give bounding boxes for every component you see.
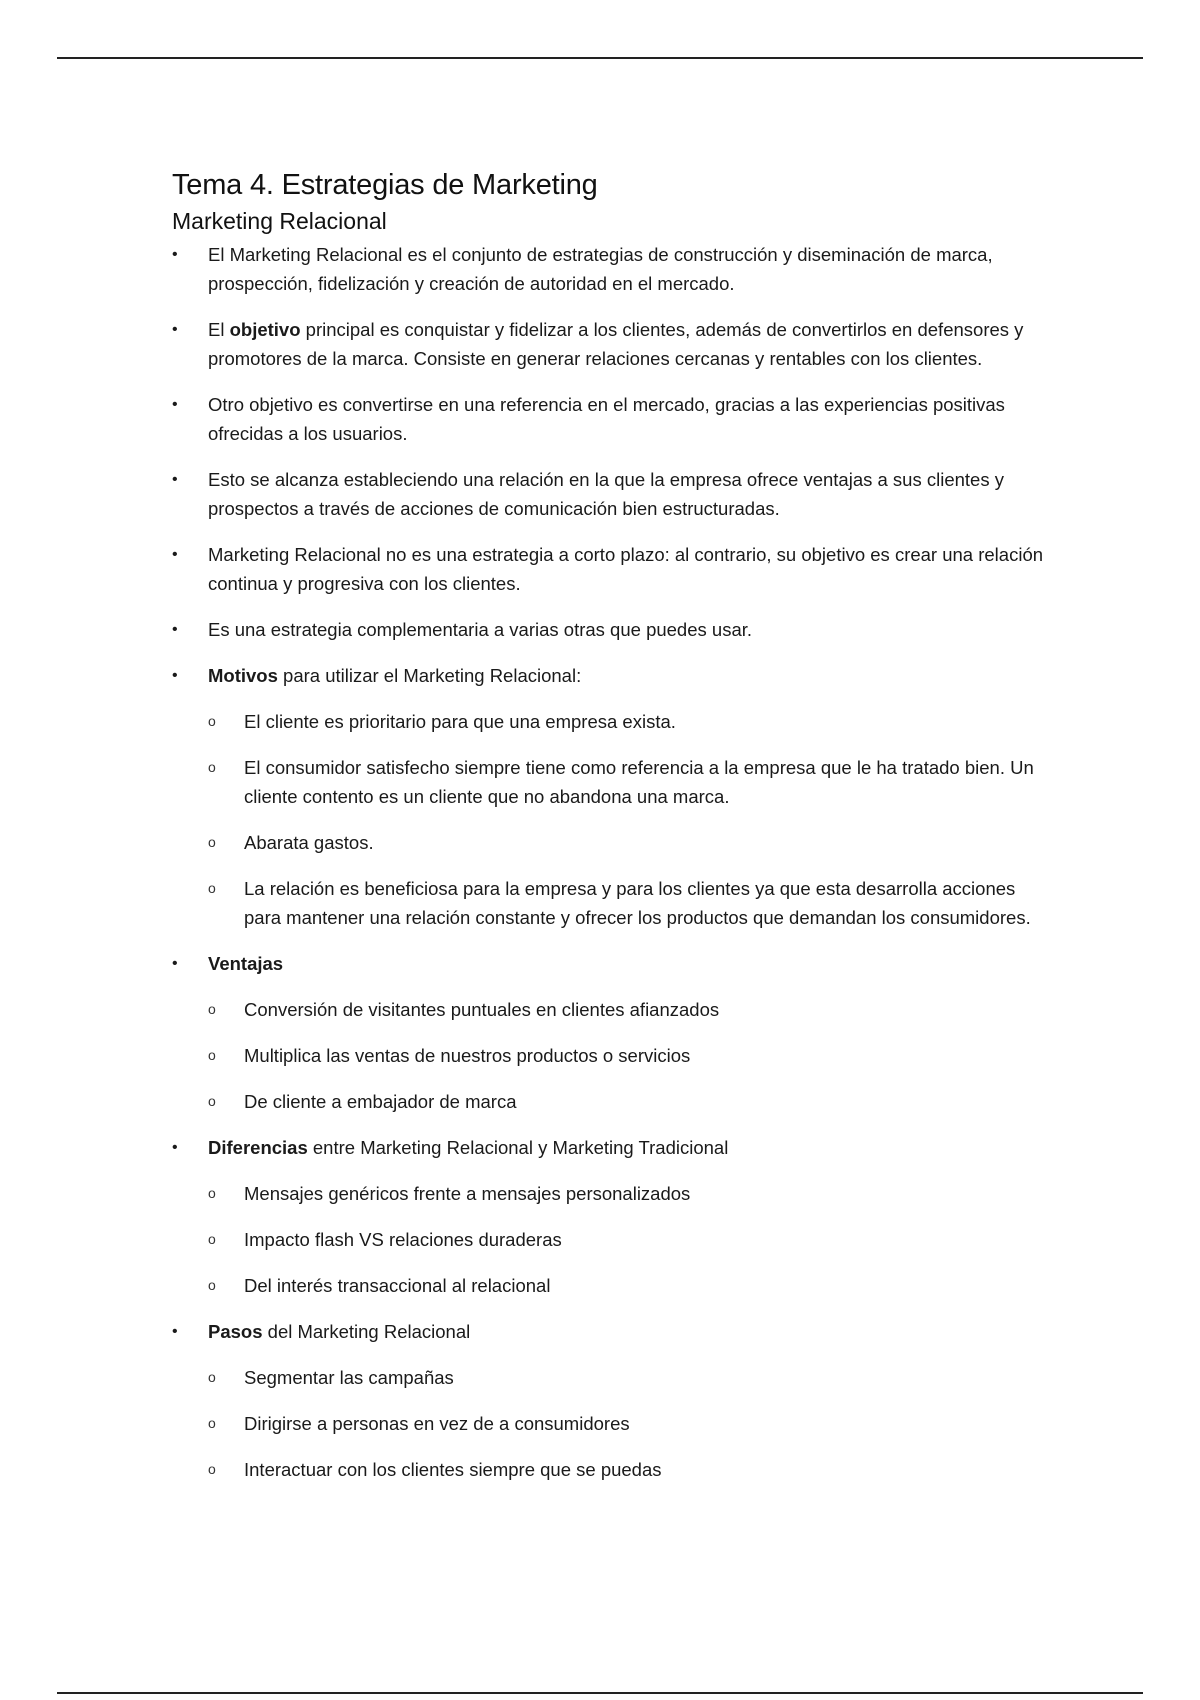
list-item xyxy=(172,615,1052,644)
bold-keyword: Motivos xyxy=(208,665,278,686)
sub-list xyxy=(208,1363,1052,1484)
bullet-icon: • xyxy=(172,1139,178,1156)
bold-keyword: objetivo xyxy=(229,319,301,340)
list-item-text xyxy=(208,244,993,294)
sub-list-item xyxy=(208,707,1052,736)
circle-bullet-icon: o xyxy=(208,1369,216,1385)
list-item-text xyxy=(208,544,1043,594)
list-item xyxy=(172,390,1052,448)
list-item xyxy=(172,949,1052,1116)
circle-bullet-icon: o xyxy=(208,1231,216,1247)
bullet-icon: • xyxy=(172,471,178,488)
circle-bullet-icon: o xyxy=(208,1277,216,1293)
list-item-segment: El Marketing Relacional es el conjunto de estrategias de construcción y diseminación de marca, prospección, fidelización y creación de autoridad en el mercado. xyxy=(208,244,993,294)
circle-bullet-icon: o xyxy=(208,880,216,896)
sub-list-item xyxy=(208,995,1052,1024)
list-item xyxy=(172,465,1052,523)
list-item xyxy=(172,240,1052,298)
list-item-segment: El xyxy=(208,319,230,340)
sub-list-item xyxy=(208,828,1052,857)
sub-list-item xyxy=(208,874,1052,932)
list-item-text xyxy=(208,1137,728,1158)
list-item-segment: Esto se alcanza estableciendo una relación en la que la empresa ofrece ventajas a sus clientes y prospectos a través de acciones de comunicación bien estructuradas. xyxy=(208,469,1004,519)
sub-list-item xyxy=(208,753,1052,811)
sub-list-item-text: Impacto flash VS relaciones duraderas xyxy=(244,1229,562,1250)
bullet-icon: • xyxy=(172,1323,178,1340)
list-item-text xyxy=(208,319,1023,369)
sub-list-item xyxy=(208,1225,1052,1254)
sub-list-item-text: De cliente a embajador de marca xyxy=(244,1091,517,1112)
list-item-text xyxy=(208,469,1004,519)
list-item xyxy=(172,1317,1052,1484)
list-item xyxy=(172,315,1052,373)
list-item-segment: Es una estrategia complementaria a varias otras que puedes usar. xyxy=(208,619,753,640)
bullet-icon: • xyxy=(172,621,178,638)
list-item-segment: Otro objetivo es convertirse en una referencia en el mercado, gracias a las experiencias positivas ofrecidas a los usuarios. xyxy=(208,394,1005,444)
sub-list-item-text: Mensajes genéricos frente a mensajes personalizados xyxy=(244,1183,691,1204)
bullet-icon: • xyxy=(172,246,178,263)
sub-list-item-text: Interactuar con los clientes siempre que se puedas xyxy=(244,1459,662,1480)
page-title: Tema 4. Estrategias de Marketing xyxy=(172,169,598,201)
list-item-text xyxy=(208,619,752,640)
bold-keyword: Pasos xyxy=(208,1321,263,1342)
circle-bullet-icon: o xyxy=(208,1461,216,1477)
list-item-text xyxy=(208,665,581,686)
bullet-icon: • xyxy=(172,546,178,563)
list-item xyxy=(172,540,1052,598)
circle-bullet-icon: o xyxy=(208,1185,216,1201)
sub-list-item-text: La relación es beneficiosa para la empresa y para los clientes ya que esta desarrolla acciones para mantener una relación constante y ofrecer los productos que demandan los consumidores. xyxy=(244,878,1031,928)
circle-bullet-icon: o xyxy=(208,1047,216,1063)
circle-bullet-icon: o xyxy=(208,1415,216,1431)
bold-keyword: Diferencias xyxy=(208,1137,308,1158)
sub-list-item xyxy=(208,1179,1052,1208)
list-item-text xyxy=(208,394,1005,444)
sub-list-item xyxy=(208,1363,1052,1392)
list-item-text xyxy=(208,1321,470,1342)
sub-list-item-text: Abarata gastos. xyxy=(244,832,374,853)
list-item-segment: Marketing Relacional no es una estrategia a corto plazo: al contrario, su objetivo es crear una relación continua y progresiva con los clientes. xyxy=(208,544,1044,594)
document-body xyxy=(172,166,1052,1501)
bold-keyword: Ventajas xyxy=(208,953,284,974)
circle-bullet-icon: o xyxy=(208,1001,216,1017)
sub-list-item xyxy=(208,1087,1052,1116)
sub-list-item-text: Conversión de visitantes puntuales en clientes afianzados xyxy=(244,999,720,1020)
sub-list-item-text: El cliente es prioritario para que una empresa exista. xyxy=(244,711,676,732)
bullet-list xyxy=(172,240,1052,1484)
list-item-text xyxy=(208,953,283,974)
sub-list-item xyxy=(208,1271,1052,1300)
sub-list-item xyxy=(208,1041,1052,1070)
bullet-icon: • xyxy=(172,667,178,684)
sub-list-item xyxy=(208,1455,1052,1484)
sub-list-item-text: Multiplica las ventas de nuestros productos o servicios xyxy=(244,1045,691,1066)
sub-list xyxy=(208,707,1052,932)
circle-bullet-icon: o xyxy=(208,834,216,850)
sub-list xyxy=(208,995,1052,1116)
sub-list-item-text: El consumidor satisfecho siempre tiene como referencia a la empresa que le ha tratado bien. Un cliente contento es un cliente que no abandona una marca. xyxy=(244,757,1034,807)
header-rule xyxy=(57,57,1143,59)
list-item xyxy=(172,1133,1052,1300)
sub-list-item-text: Dirigirse a personas en vez de a consumidores xyxy=(244,1413,630,1434)
list-item-segment: del Marketing Relacional xyxy=(262,1321,471,1342)
sub-list-item-text: Segmentar las campañas xyxy=(244,1367,454,1388)
circle-bullet-icon: o xyxy=(208,1093,216,1109)
circle-bullet-icon: o xyxy=(208,713,216,729)
circle-bullet-icon: o xyxy=(208,759,216,775)
sub-list xyxy=(208,1179,1052,1300)
section-heading: Marketing Relacional xyxy=(172,208,387,234)
footer-rule xyxy=(57,1692,1143,1694)
bullet-icon: • xyxy=(172,321,178,338)
list-item-segment: entre Marketing Relacional y Marketing Tradicional xyxy=(307,1137,729,1158)
bullet-icon: • xyxy=(172,955,178,972)
sub-list-item-text: Del interés transaccional al relacional xyxy=(244,1275,551,1296)
sub-list-item xyxy=(208,1409,1052,1438)
list-item-segment: principal es conquistar y fidelizar a los clientes, además de convertirlos en defensores y promotores de la marca. Consiste en generar relaciones cercanas y rentables con los clientes. xyxy=(208,319,1024,369)
bullet-icon: • xyxy=(172,396,178,413)
list-item xyxy=(172,661,1052,932)
list-item-segment: para utilizar el Marketing Relacional: xyxy=(277,665,582,686)
